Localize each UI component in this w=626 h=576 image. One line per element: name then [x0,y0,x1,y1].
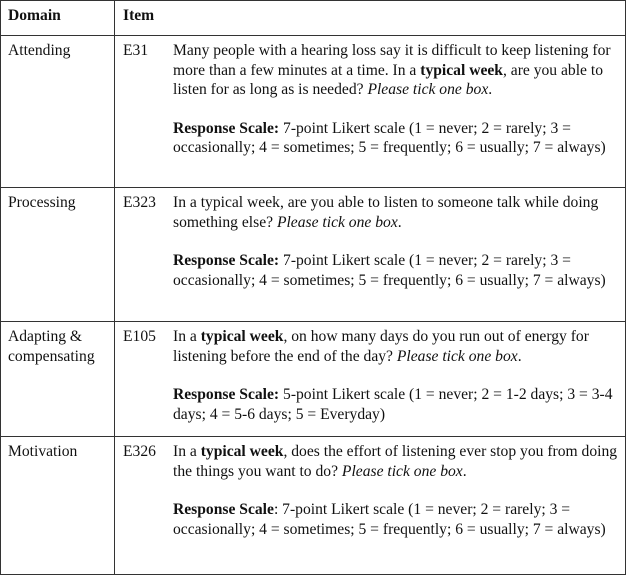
response-scale: Response Scale: 7-point Likert scale (1 = never; 2 = rarely; 3 = occasionally; 4 = sometimes; 5 = frequently; 6 = usually; 7 = always) [173,252,606,289]
domain-cell: Motivation [8,443,78,460]
table-row [1,437,626,575]
header-domain: Domain [1,1,115,36]
domain-cell: Attending [8,42,71,59]
item-code: E326 [123,443,156,460]
response-scale: Response Scale: 7-point Likert scale (1 = never; 2 = rarely; 3 = occasionally; 4 = sometimes; 5 = frequently; 6 = usually; 7 = always) [173,119,606,157]
item-code: E323 [123,194,156,211]
item-code: E31 [123,42,149,59]
domain-cell: Processing [8,194,76,211]
table-row [1,322,626,437]
table-row [1,188,626,322]
item-question: In a typical week, does the effort of listening ever stop you from doing the things you want to do? Please tick one box. [173,443,618,480]
item-question: In a typical week, are you able to listen to someone talk while doing something else? Please tick one box. [173,194,599,231]
table-row [1,36,626,188]
header-row [1,1,626,36]
domain-cell: Adapting & compensating [8,328,95,365]
header-item: Item [115,1,626,36]
item-question: Many people with a hearing loss say it is difficult to keep listening for more than a few minutes at a time. In a typical week, are you able to listen for as long as is needed? Please tick one box. [173,42,611,99]
item-question: In a typical week, on how many days do you run out of energy for listening before the end of the day? Please tick one box. [173,328,589,365]
item-code: E105 [123,328,156,345]
response-scale: Response Scale: 7-point Likert scale (1 = never; 2 = rarely; 3 = occasionally; 4 = sometimes; 5 = frequently; 6 = usually; 7 = always) [173,501,606,538]
response-scale: Response Scale: 5-point Likert scale (1 = never; 2 = 1-2 days; 3 = 3-4 days; 4 = 5-6 days; 5 = Everyday) [173,386,613,423]
